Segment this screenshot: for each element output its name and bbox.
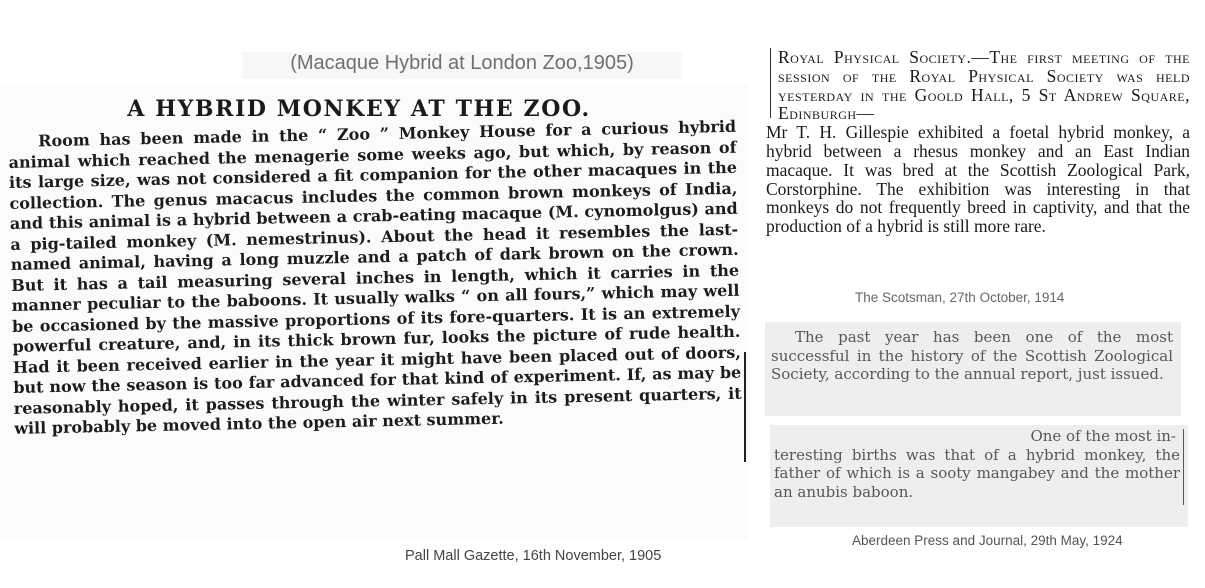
pall-mall-headline: A HYBRID MONKEY AT THE ZOO. bbox=[127, 96, 591, 122]
aberdeen-part2-lead: One of the most in- bbox=[1030, 427, 1176, 445]
column-rule bbox=[770, 48, 771, 118]
pall-mall-article-text: Room has been made in the “ Zoo ” Monkey House for a curious hybrid animal which reached the menagerie some weeks ago, but which, by reason of its large size, was not considered a fit companion for the other macaques in the collection. The genus macacus includes the common brown monkeys of India, and this animal is a hybrid between a crab-eating macaque (M. cynomolgus) and a pig-tailed monkey (M. nemestrinus). About the head it resembles the last-named animal, having a long muzzle and a patch of dark brown on the crown. But it has a tail measuring several inches in length, which it carries in the manner peculiar to the baboons. It usually walks “ on all fours,” which may well be occasioned by the massive proportions of its fore-quarters. It is an extremely powerful creature, and, in its thick brown fur, looks the picture of rude health. Had it been received earlier in the year it might have been placed out of doors, but now the season is too far advanced for that kind of experiment. If, as may be reasonably hoped, it passes through the winter safely in its present quarters, it will probably be moved into the open air next summer. bbox=[8, 116, 742, 438]
aberdeen-clipping-part-1 bbox=[765, 322, 1181, 416]
aberdeen-article-text-1: The past year has been one of the most successful in the history of the Scottish Zoological Society, according to the annual report, just issued. bbox=[771, 328, 1173, 384]
scotsman-lead-paragraph: Royal Physical Society.—The first meeting of the session of the Royal Physical Society was held yesterday in the Goold Hall, 5 St Andrew Square, Edinburgh— bbox=[778, 47, 1190, 124]
aberdeen-clipping-part-2 bbox=[770, 425, 1188, 527]
scotsman-continuation-paragraph: Mr T. H. Gillespie exhibited a foetal hybrid monkey, a hybrid between a rhesus monkey and an East Indian macaque. It was bred at the Scottish Zoological Park, Corstorphine. The exhibition was interesting in that monkeys do not frequently breed in captivity, and that the production of a hybrid is still more rare. bbox=[766, 122, 1190, 237]
pall-mall-clipping bbox=[0, 84, 748, 540]
scotsman-clipping bbox=[762, 46, 1196, 278]
clipping-edge-line bbox=[744, 352, 746, 462]
aberdeen-article-text-2 bbox=[774, 427, 1180, 501]
scotsman-caption: The Scotsman, 27th October, 1914 bbox=[855, 290, 1065, 305]
aberdeen-caption: Aberdeen Press and Journal, 29th May, 1924 bbox=[852, 533, 1123, 548]
pall-mall-caption: Pall Mall Gazette, 16th November, 1905 bbox=[405, 548, 662, 564]
scotsman-article-text bbox=[766, 48, 1190, 236]
column-rule bbox=[1183, 429, 1184, 505]
aberdeen-part2-body: teresting births was that of a hybrid monkey, the father of which is a sooty mangabey and the mother an anubis baboon. bbox=[774, 445, 1180, 501]
collage-title: (Macaque Hybrid at London Zoo,1905) bbox=[242, 52, 682, 79]
